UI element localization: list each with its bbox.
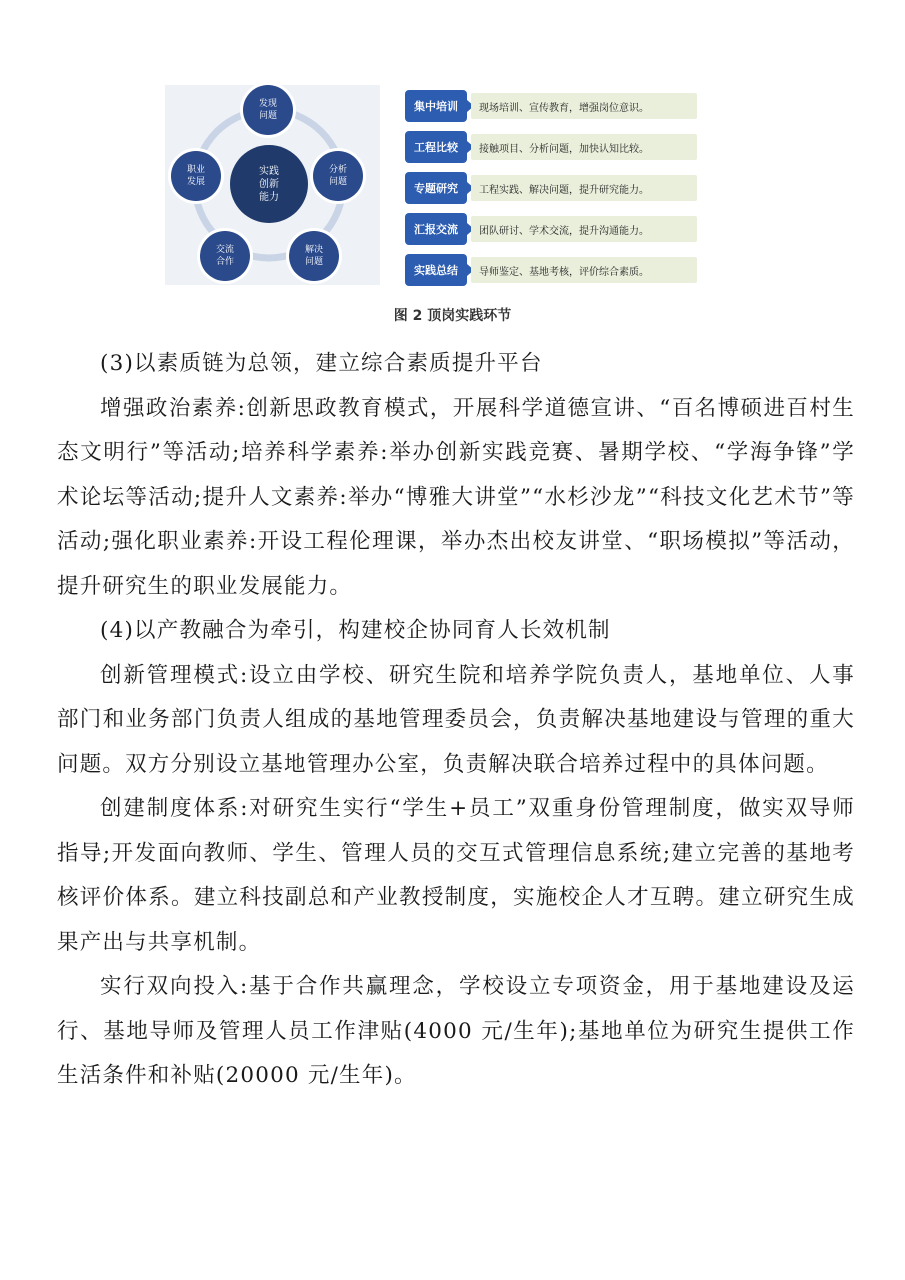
step-item: [405, 172, 700, 206]
step-tag: 专题研究: [405, 172, 467, 204]
section-heading-3: (3)以素质链为总领，建立综合素质提升平台: [100, 351, 543, 376]
step-tag: 工程比较: [405, 131, 467, 163]
step-desc: 接触项目、分析问题，加快认知比较。: [471, 134, 697, 160]
cycle-node-solve: 解决 问题: [289, 231, 339, 281]
figure-caption: 图 2 顶岗实践环节: [393, 308, 512, 324]
cycle-node-analyze: 分析 问题: [313, 151, 363, 201]
paragraph: 实行双向投入:基于合作共赢理念，学校设立专项资金，用于基地建设及运行、基地导师及管理人员工作津贴(4000 元/生年);基地单位为研究生提供工作生活条件和补贴(20000 元/生年)。: [57, 974, 855, 1088]
figure-2: [165, 85, 705, 295]
step-desc: 现场培训、宣传教育，增强岗位意识。: [471, 93, 697, 119]
body-text: [57, 342, 855, 1099]
step-desc: 导师鉴定、基地考核，评价综合素质。: [471, 257, 697, 283]
section-heading-4: (4)以产教融合为牵引，构建校企协同育人长效机制: [100, 618, 611, 643]
center-node: 实践 创新 能力: [230, 145, 308, 223]
paragraph: 增强政治素养:创新思政教育模式，开展科学道德宣讲、“百名博硕进百村生态文明行”等活动;培养科学素养:举办创新实践竞赛、暑期学校、“学海争锋”学术论坛等活动;提升人文素养:举办“博雅大讲堂”“水杉沙龙”“科技文化艺术节”等活动;强化职业素养:开设工程伦理课，举办杰出校友讲堂、“职场模拟”等活动，提升研究生的职业发展能力。: [57, 395, 855, 599]
step-item: [405, 131, 700, 165]
step-desc: 工程实践、解决问题，提升研究能力。: [471, 175, 697, 201]
cycle-node-communicate: 交流 合作: [200, 231, 250, 281]
paragraph: 创建制度体系:对研究生实行“学生+员工”双重身份管理制度，做实双导师指导;开发面向教师、学生、管理人员的交互式管理信息系统;建立完善的基地考核评价体系。建立科技副总和产业教授制度，实施校企人才互聘。建立研究生成果产出与共享机制。: [57, 796, 855, 955]
cycle-node-career: 职业 发展: [171, 151, 221, 201]
step-item: [405, 254, 700, 288]
cycle-diagram: [165, 85, 380, 285]
cycle-node-discover: 发现 问题: [243, 85, 293, 135]
paragraph: 创新管理模式:设立由学校、研究生院和培养学院负责人，基地单位、人事部门和业务部门负责人组成的基地管理委员会，负责解决基地建设与管理的重大问题。双方分别设立基地管理办公室，负责解决联合培养过程中的具体问题。: [57, 662, 855, 777]
step-tag: 汇报交流: [405, 213, 467, 245]
step-tag: 集中培训: [405, 90, 467, 122]
step-item: [405, 213, 700, 247]
step-tag: 实践总结: [405, 254, 467, 286]
step-item: [405, 90, 700, 124]
step-desc: 团队研讨、学术交流，提升沟通能力。: [471, 216, 697, 242]
